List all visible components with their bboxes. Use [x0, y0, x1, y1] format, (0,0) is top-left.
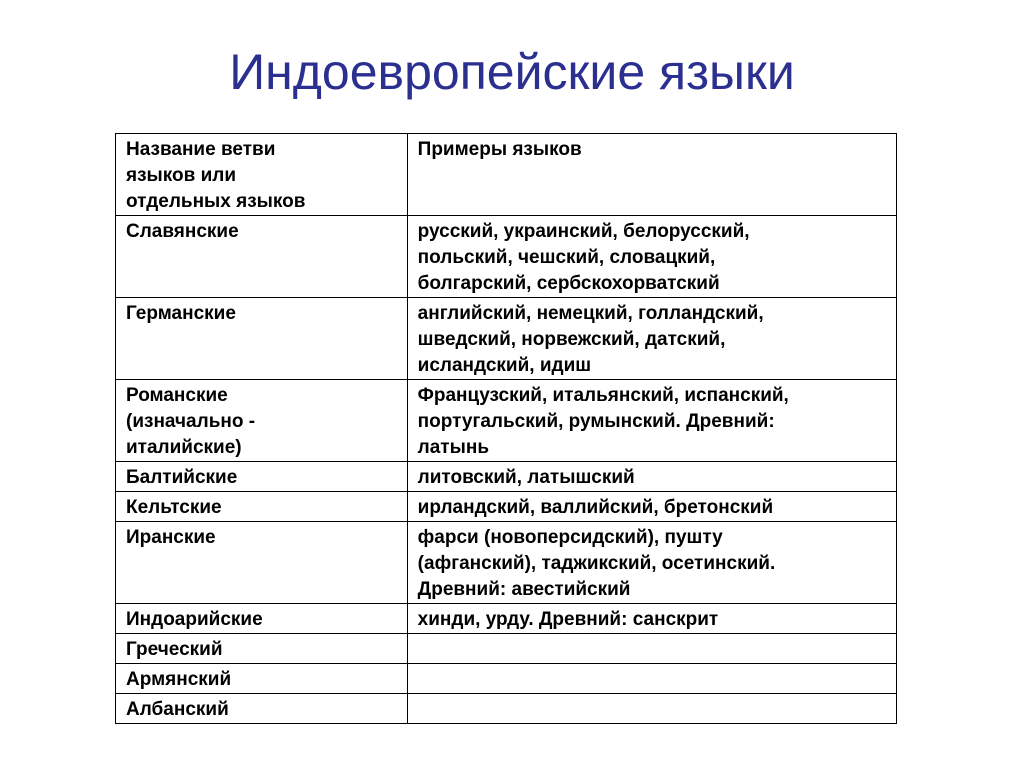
examples-cell: фарси (новоперсидский), пушту (афганский), таджикский, осетинский. Древний: авестийский — [407, 522, 896, 604]
table-row — [116, 604, 897, 634]
examples-cell: литовский, латышский — [407, 462, 896, 492]
table-row — [116, 298, 897, 380]
branch-cell: Армянский — [116, 664, 408, 694]
table-row — [116, 380, 897, 462]
examples-cell: русский, украинский, белорусский, польский, чешский, словацкий, болгарский, сербскохорватский — [407, 216, 896, 298]
branch-cell: Греческий — [116, 634, 408, 664]
branch-cell: Иранские — [116, 522, 408, 604]
branch-cell: Славянские — [116, 216, 408, 298]
table-row — [116, 634, 897, 664]
examples-cell: хинди, урду. Древний: санскрит — [407, 604, 896, 634]
examples-cell: Французский, итальянский, испанский, португальский, румынский. Древний: латынь — [407, 380, 896, 462]
branch-cell: Германские — [116, 298, 408, 380]
branch-cell: Кельтские — [116, 492, 408, 522]
examples-cell: ирландский, валлийский, бретонский — [407, 492, 896, 522]
branch-cell: Индоарийские — [116, 604, 408, 634]
table-row — [116, 216, 897, 298]
branch-cell: Балтийские — [116, 462, 408, 492]
branch-cell: Албанский — [116, 694, 408, 724]
examples-cell — [407, 634, 896, 664]
header-branch-name: Название ветви языков или отдельных языков — [116, 134, 408, 216]
table-row — [116, 492, 897, 522]
slide-title: Индоевропейские языки — [229, 44, 795, 100]
languages-table — [115, 133, 897, 724]
table-row — [116, 694, 897, 724]
examples-cell — [407, 694, 896, 724]
table-row — [116, 462, 897, 492]
header-language-examples: Примеры языков — [407, 134, 896, 216]
table-row — [116, 522, 897, 604]
examples-cell: английский, немецкий, голландский, шведский, норвежский, датский, исландский, идиш — [407, 298, 896, 380]
table-row — [116, 664, 897, 694]
examples-cell — [407, 664, 896, 694]
table-header-row — [116, 134, 897, 216]
branch-cell: Романские (изначально - италийские) — [116, 380, 408, 462]
